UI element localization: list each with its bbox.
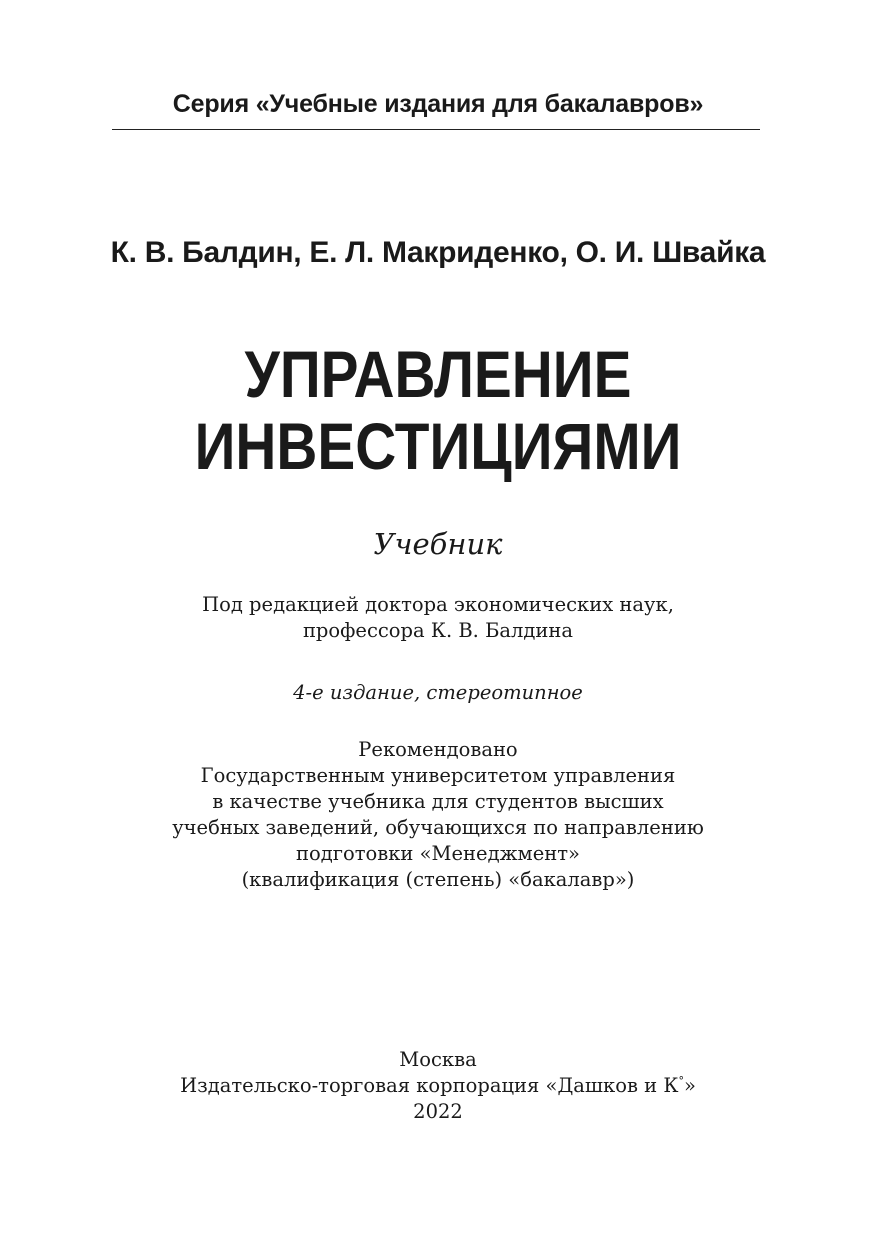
- imprint: [0, 1047, 876, 1125]
- recommendation-line-4: учебных заведений, обучающихся по направлению: [172, 816, 704, 839]
- book-title-line-1: УПРАВЛЕНИЕ: [244, 337, 632, 411]
- editor-line-2: профессора К. В. Балдина: [302, 619, 574, 642]
- recommendation-line-2: Государственным университетом управления: [200, 764, 676, 787]
- recommendation-line-6: (квалификация (степень) «бакалавр»): [241, 868, 635, 891]
- recommendation: [0, 737, 876, 893]
- publisher-name: Издательско-торговая корпорация «Дашков и К: [180, 1074, 679, 1097]
- imprint-year: 2022: [413, 1100, 463, 1123]
- header-divider: [112, 129, 760, 130]
- publisher-closing-quote: »: [683, 1074, 696, 1097]
- book-title: [61, 338, 814, 482]
- editor-info: [0, 592, 876, 644]
- edition-info: 4-е издание, стереотипное: [293, 681, 583, 704]
- editor-line-1: Под редакцией доктора экономических наук,: [202, 593, 674, 616]
- imprint-publisher: [0, 1073, 876, 1099]
- book-title-line-2: ИНВЕСТИЦИЯМИ: [194, 409, 682, 483]
- recommendation-line-3: в качестве учебника для студентов высших: [212, 790, 664, 813]
- publisher-degree-mark: °: [678, 1074, 684, 1088]
- recommendation-line-5: подготовки «Менеджмент»: [296, 842, 580, 865]
- series-title: Серия «Учебные издания для бакалавров»: [172, 90, 704, 118]
- imprint-city: Москва: [399, 1048, 477, 1071]
- authors: К. В. Балдин, Е. Л. Макриденко, О. И. Швайка: [110, 236, 766, 269]
- recommendation-line-1: Рекомендовано: [358, 738, 518, 761]
- book-type: Учебник: [373, 527, 503, 561]
